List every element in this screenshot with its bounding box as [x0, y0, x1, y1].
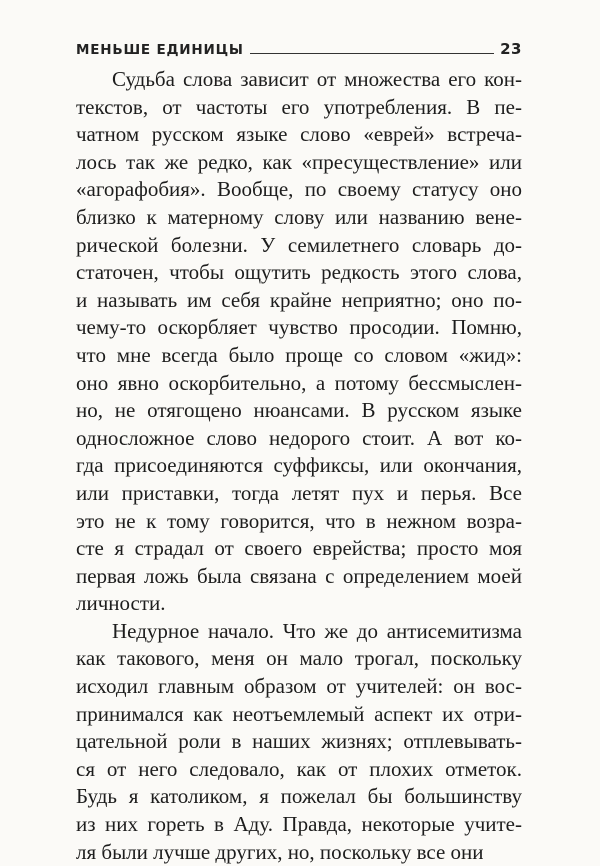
text-line: цательной роли в наших жизнях; отплевывать-: [76, 729, 522, 754]
text-line: Судьба слова зависит от множества его кон-: [112, 67, 522, 91]
text-line: ся от него следовало, как от плохих отметок.: [76, 756, 522, 781]
text-line: но, не отягощено нюансами. В русском языке: [76, 398, 522, 423]
text-line: чему-то оскорбляет чувство просодии. Помню,: [76, 315, 522, 340]
paragraph: [76, 66, 522, 618]
header-rule: [250, 53, 494, 54]
text-line: текстов, от частоты его употребления. В пе-: [76, 94, 522, 119]
text-line: рической болезни. У семилетнего словарь до-: [76, 232, 522, 257]
text-line: оно явно оскорбительно, а потому бессмыслен-: [76, 370, 522, 395]
running-title: МЕНЬШЕ ЕДИНИЦЫ: [76, 42, 244, 58]
text-line: сте я страдал от своего еврейства; просто моя: [76, 536, 522, 561]
text-line: из них гореть в Аду. Правда, некоторые учите-: [76, 812, 522, 837]
body-text: [76, 66, 522, 866]
text-line: что мне всегда было проще со словом «жид»:: [76, 342, 522, 367]
text-line: и называть им себя крайне неприятно; оно по-: [76, 287, 522, 312]
text-line: принимался как неотъемлемый аспект их отри-: [76, 701, 522, 726]
text-line: лось так же редко, как «пресуществление» или: [76, 149, 522, 174]
text-line: Недурное начало. Что же до антисемитизма: [112, 618, 522, 643]
text-line: «агорафобия». Вообще, по своему статусу оно: [76, 177, 522, 202]
text-line: или приставки, тогда летят пух и перья. Все: [76, 480, 522, 505]
text-line: односложное слово недорого стоит. А вот ко-: [76, 425, 522, 450]
text-line: первая ложь была связана с определением моей: [76, 563, 522, 588]
text-line: как такового, меня он мало трогал, поскольку: [76, 646, 522, 671]
text-line: личности.: [76, 591, 166, 616]
paragraph: [76, 618, 522, 866]
text-line: исходил главным образом от учителей: он вос-: [76, 674, 522, 699]
text-line: чатном русском языке слово «еврей» встреча-: [76, 122, 522, 147]
text-line: близко к матерному слову или названию вене-: [76, 204, 522, 229]
text-line: это не к тому говорится, что в нежном возра-: [76, 508, 522, 533]
text-line: статочен, чтобы ощутить редкость этого слова,: [76, 260, 522, 285]
text-line: Будь я католиком, я пожелал бы большинству: [76, 784, 522, 809]
text-line: ля были лучше других, но, поскольку все они: [76, 839, 484, 864]
running-header: [76, 36, 522, 58]
page-number: 23: [500, 40, 522, 58]
text-line: гда присоединяются суффиксы, или окончания,: [76, 453, 522, 478]
